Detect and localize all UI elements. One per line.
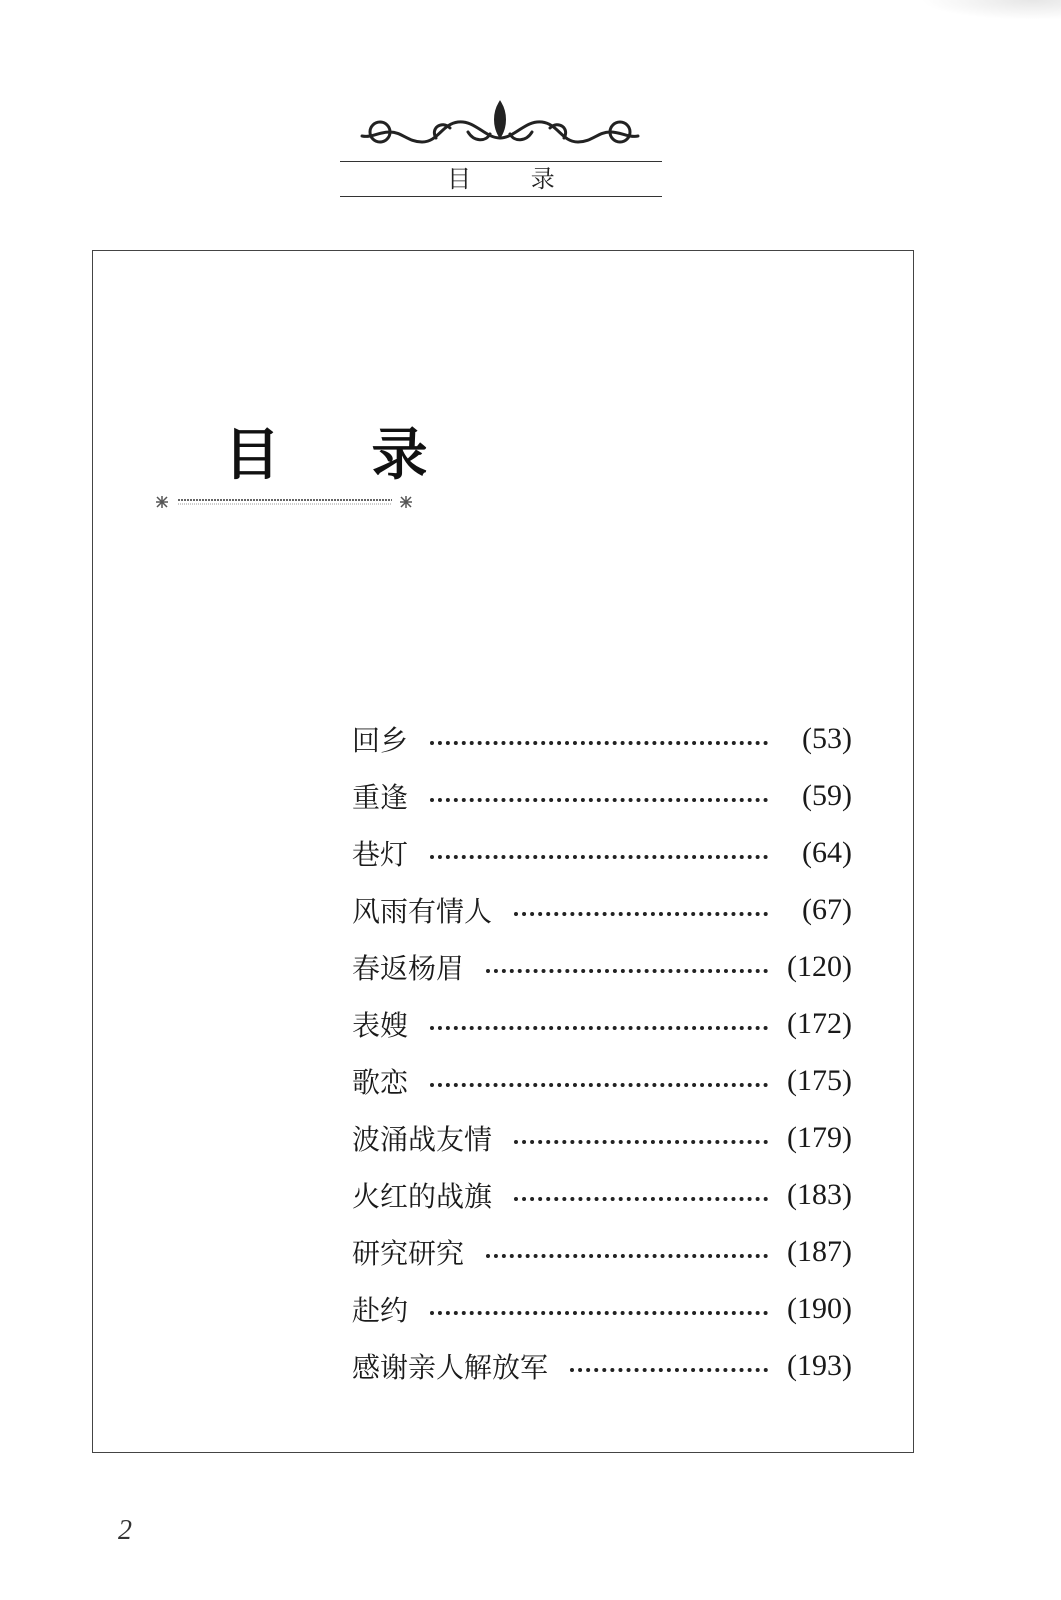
toc-leader-dots — [570, 1368, 768, 1372]
toc-entry-page: (190) — [787, 1291, 852, 1325]
page-number: 2 — [118, 1515, 132, 1546]
toc-leader-dots — [430, 741, 768, 745]
toc-entry-page: (183) — [787, 1177, 852, 1211]
toc-entry-title: 歌恋 — [352, 1065, 409, 1099]
toc-entry[interactable] — [352, 1052, 852, 1109]
toc-entry-page: (175) — [787, 1063, 852, 1097]
toc-leader-dots — [514, 1140, 768, 1144]
toc-entry-page: (172) — [787, 1006, 852, 1040]
toc-entry-page: (187) — [787, 1234, 852, 1268]
running-header-title: 目 录 — [447, 165, 581, 193]
toc-entry[interactable] — [352, 1223, 852, 1280]
toc-leader-dots — [430, 798, 768, 802]
toc-entry-title: 赴约 — [352, 1293, 409, 1327]
toc-entry-title: 巷灯 — [352, 837, 409, 871]
toc-leader-dots — [486, 1254, 768, 1258]
toc-leader-dots — [514, 1197, 768, 1201]
toc-entry-page: (67) — [802, 892, 852, 926]
toc-entry[interactable] — [352, 767, 852, 824]
table-of-contents — [352, 710, 852, 1394]
toc-entry-title: 波涌战友情 — [352, 1122, 493, 1156]
toc-entry[interactable] — [352, 824, 852, 881]
toc-entry[interactable] — [352, 1280, 852, 1337]
toc-entry-title: 风雨有情人 — [352, 894, 493, 928]
toc-leader-dots — [430, 1311, 768, 1315]
toc-entry[interactable] — [352, 938, 852, 995]
toc-entry-page: (193) — [787, 1348, 852, 1382]
toc-entry-page: (179) — [787, 1120, 852, 1154]
toc-entry-page: (59) — [802, 778, 852, 812]
toc-leader-dots — [514, 912, 768, 916]
toc-entry-page: (120) — [787, 949, 852, 983]
toc-entry[interactable] — [352, 995, 852, 1052]
toc-entry[interactable] — [352, 1337, 852, 1394]
flourish-ornament-icon — [350, 98, 650, 158]
toc-leader-dots — [430, 855, 768, 859]
toc-entry[interactable] — [352, 1166, 852, 1223]
toc-entry[interactable] — [352, 881, 852, 938]
toc-entry-title: 回乡 — [352, 723, 409, 757]
toc-leader-dots — [486, 969, 768, 973]
toc-entry-title: 重逢 — [352, 780, 409, 814]
title-underline-ornament — [150, 492, 430, 512]
toc-entry-page: (53) — [802, 721, 852, 755]
toc-entry-title: 感谢亲人解放军 — [352, 1350, 549, 1384]
toc-entry-title: 研究研究 — [352, 1236, 465, 1270]
toc-entry[interactable] — [352, 1109, 852, 1166]
header-rule-bottom — [340, 196, 662, 197]
toc-leader-dots — [430, 1026, 768, 1030]
toc-entry-page: (64) — [802, 835, 852, 869]
toc-entry[interactable] — [352, 710, 852, 767]
toc-entry-title: 表嫂 — [352, 1008, 409, 1042]
toc-entry-title: 春返杨眉 — [352, 951, 465, 985]
toc-entry-title: 火红的战旗 — [352, 1179, 493, 1213]
page-title: 目 录 — [224, 422, 464, 488]
toc-leader-dots — [430, 1083, 768, 1087]
scan-smudge — [921, 0, 1061, 20]
